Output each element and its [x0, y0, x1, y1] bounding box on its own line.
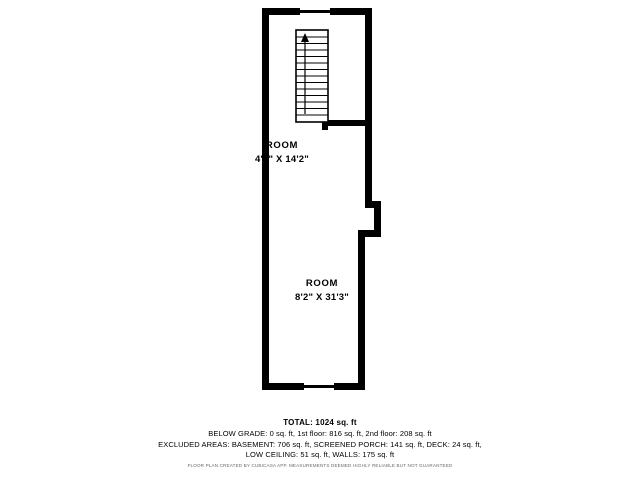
room-label-upper: [222, 140, 342, 166]
room-lower-name: ROOM: [305, 278, 339, 289]
room-upper-dimensions: 4'9" X 14'2": [255, 153, 309, 165]
footer-disclaimer: FLOOR PLAN CREATED BY CUBICASA APP. MEASUREMENTS DEEMED HIGHLY RELIABLE BUT NOT GUARANTEED: [187, 463, 453, 468]
floor-plan-footer: [0, 418, 640, 468]
footer-excluded-areas: EXCLUDED AREAS: BASEMENT: 706 sq. ft, SCREENED PORCH: 141 sq. ft, DECK: 24 sq. ft,: [158, 439, 482, 449]
room-upper-name: ROOM: [265, 140, 299, 151]
measurement-ticks: [264, 156, 370, 296]
room-label-lower: [262, 278, 382, 304]
footer-low-ceiling: LOW CEILING: 51 sq. ft, WALLS: 175 sq. ft: [245, 450, 395, 459]
footer-total-area: TOTAL: 1024 sq. ft: [283, 418, 357, 427]
room-lower-dimensions: 8'2" X 31'3": [295, 291, 349, 303]
interior-partition: [322, 120, 372, 130]
footer-below-grade: BELOW GRADE: 0 sq. ft, 1st floor: 816 sq. ft, 2nd floor: 208 sq. ft: [208, 429, 432, 438]
staircase: [296, 30, 328, 122]
